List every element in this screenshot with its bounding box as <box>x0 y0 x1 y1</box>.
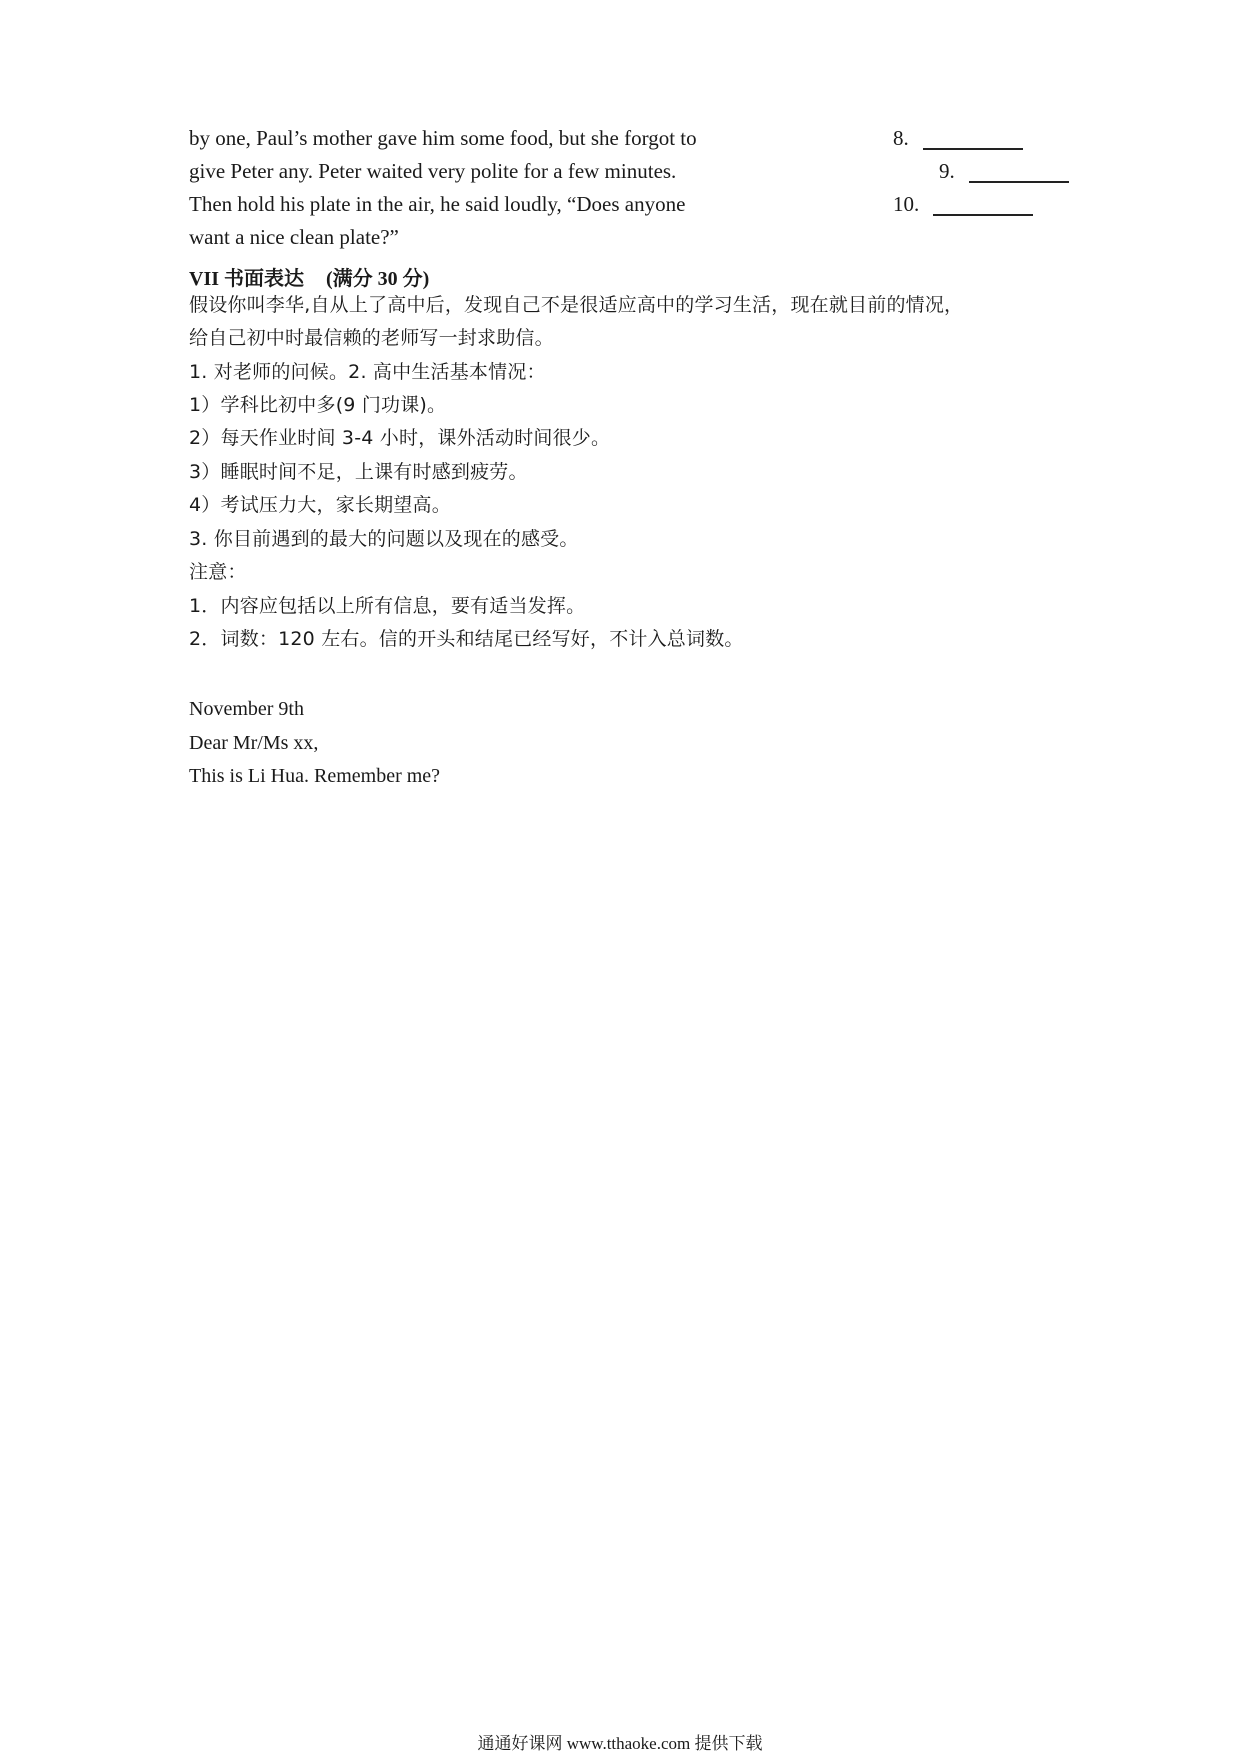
answer-line <box>933 194 1033 216</box>
passage-line: want a nice clean plate?” <box>189 225 399 249</box>
answer-line <box>923 128 1023 150</box>
passage-line: by one, Paul’s mother gave him some food, but she forgot to <box>189 126 697 150</box>
prompt-line: 1. 对老师的问候。2. 高中生活基本情况： <box>189 361 546 383</box>
answer-line <box>969 161 1069 183</box>
prompt-line: 2．词数：120 左右。信的开头和结尾已经写好，不计入总词数。 <box>189 628 744 650</box>
answer-number: 10. <box>893 192 920 216</box>
prompt-line: 4）考试压力大，家长期望高。 <box>189 494 451 516</box>
answer-blank-8[interactable] <box>893 126 1023 150</box>
passage-line: give Peter any. Peter waited very polite for a few minutes. <box>189 159 677 183</box>
letter-opening: This is Li Hua. Remember me? <box>189 765 441 787</box>
prompt-line: 假设你叫李华,自从上了高中后，发现自己不是很适应高中的学习生活，现在就目前的情况， <box>189 294 964 316</box>
prompt-line: 给自己初中时最信赖的老师写一封求助信。 <box>189 327 554 349</box>
prompt-line: 3. 你目前遇到的最大的问题以及现在的感受。 <box>189 528 579 550</box>
letter-greeting: Dear Mr/Ms xx, <box>189 732 319 754</box>
prompt-line: 注意： <box>189 561 247 583</box>
answer-number: 9. <box>939 159 955 183</box>
letter-date: November 9th <box>189 698 304 720</box>
section-heading <box>189 262 429 291</box>
section-score: (满分 30 分) <box>326 268 430 290</box>
prompt-line: 1．内容应包括以上所有信息，要有适当发挥。 <box>189 595 586 617</box>
page-footer: 通通好课网 www.tthaoke.com 提供下载 <box>477 1734 763 1753</box>
prompt-line: 1）学科比初中多(9 门功课)。 <box>189 394 447 416</box>
passage-line: Then hold his plate in the air, he said loudly, “Does anyone <box>189 192 686 216</box>
answer-blank-9[interactable] <box>939 159 1069 183</box>
answer-blank-10[interactable] <box>893 192 1033 216</box>
section-title: VII 书面表达 <box>189 268 305 290</box>
answer-number: 8. <box>893 126 909 150</box>
prompt-line: 3）睡眠时间不足，上课有时感到疲劳。 <box>189 461 528 483</box>
prompt-line: 2）每天作业时间 3-4 小时，课外活动时间很少。 <box>189 427 611 449</box>
